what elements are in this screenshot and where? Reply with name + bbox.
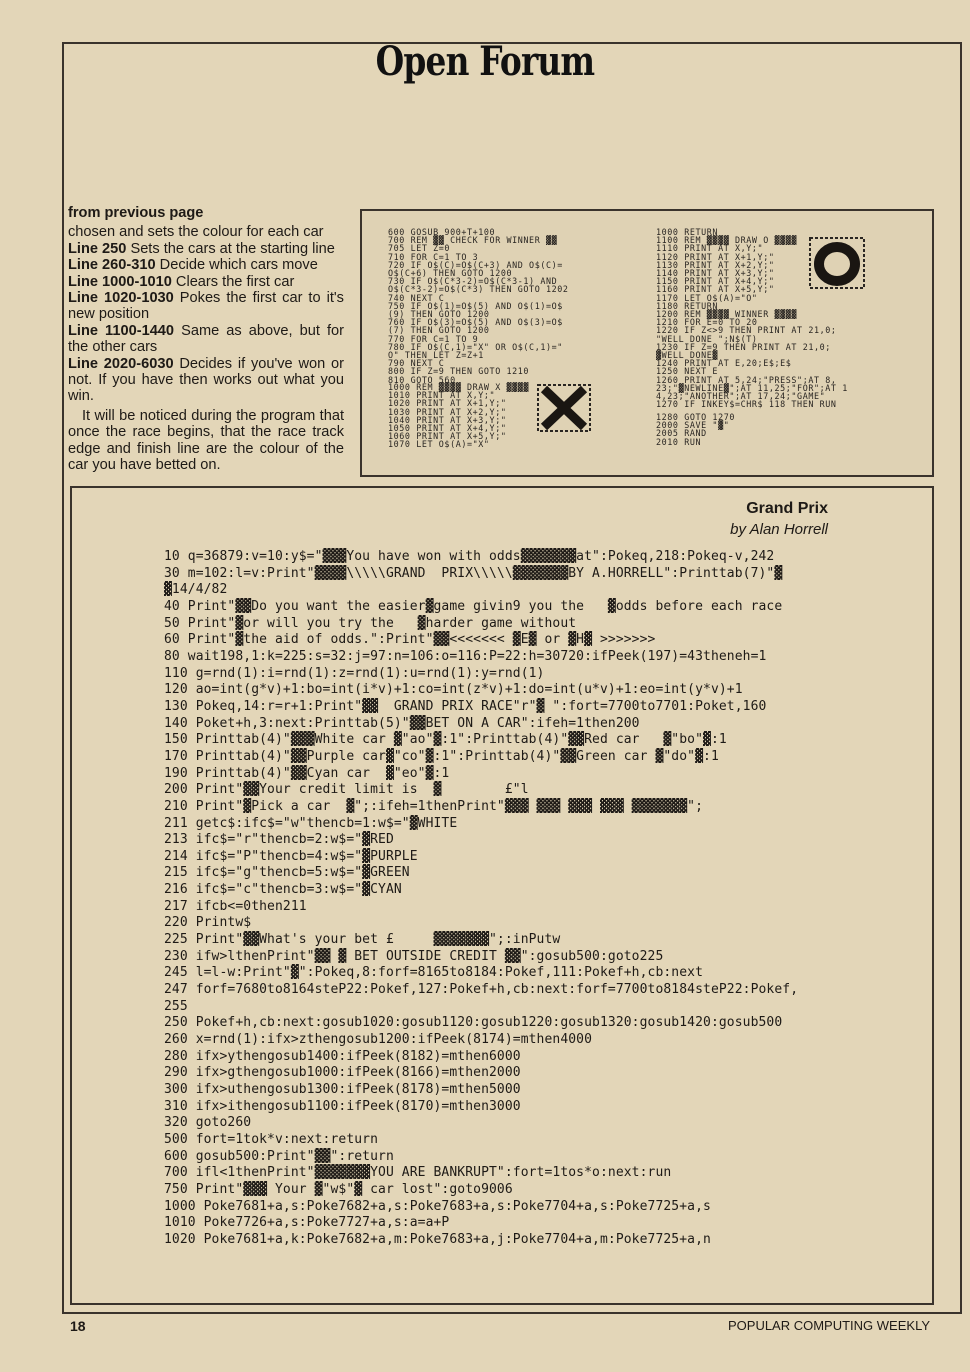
continued-label: from previous page	[68, 205, 204, 221]
listing-col1: 600 GOSUB 900+T+100 700 REM ▓▓ CHECK FOR WINNER ▓▓ 705 LET Z=0 710 FOR C=1 TO 3 720 IF O$(C)=O$(C+3) AND O$(C)= O$(C+6) THEN GOTO 1200 730 IF O$(C*3-2)=O$(C*3-1) AND O$(C*3-2)=O$(C*3) THEN GOTO 1202 740 NEXT C 750 IF O$(1)=O$(5) AND O$(1)=O$ (9) THEN GOTO 1200 760 IF O$(3)=O$(5) AND O$(3)=O$ (7) THEN GOTO 1200 770 FOR C=1 TO 9 780 IF O$(C,1)="X" OR O$(C,1)=" O" THEN LET Z=Z+1 790 NEXT C 800 IF Z=9 THEN GOTO 1210 810 GOTO 560	[388, 227, 569, 385]
line-desc: Sets the cars at the starting line	[126, 240, 335, 257]
program-listing: 10 q=36879:v=10:y$="▓▓▓You have won with odds▓▓▓▓▓▓▓at":Pokeq,218:Pokeq-v,242 30 m=102:l=v:Print"▓▓▓▓\\\\\GRAND PRIX\\\\\▓▓▓▓▓▓▓BY A.HORRELL":Printtab(7)"▓ ▓14/4/82 40 Print"▓▓Do you want the easier▓game givin9 you the ▓odds before each race 50 Print"▓or will you try the ▓harder game without 60 Print"▓the aid of odds.":Print"▓▓<<<<<<< ▓E▓ or ▓H▓ >>>>>>> 80 wait198,1:k=225:s=32:j=97:n=106:o=116:P=22:h=30720:ifPeek(197)=43theneh=1 110 g=rnd(1):i=rnd(1):z=rnd(1):u=rnd(1):y=rnd(1) 120 ao=int(g*v)+1:bo=int(i*v)+1:co=int(z*v)+1:do=int(u*v)+1:eo=int(y*v)+1 130 Pokeq,14:r=r+1:Print"▓▓ GRAND PRIX RACE"r"▓ ":fort=7700to7701:Poket,160 140 Poket+h,3:next:Printtab(5)"▓▓BET ON A CAR":ifeh=1then200 150 Printtab(4)"▓▓▓White car ▓"ao"▓:1":Printtab(4)"▓▓Red car ▓"bo"▓:1 170 Printtab(4)"▓▓Purple car▓"co"▓:1":Printtab(4)"▓▓Green car ▓"do"▓:1 190 Printtab(4)"▓▓Cyan car ▓"eo"▓:1 200 Print"▓▓Your credit limit is ▓ £"l 210 Print"▓Pick a car ▓";:ifeh=1thenPrint"▓▓▓ ▓▓▓ ▓▓▓ ▓▓▓ ▓▓▓▓▓▓▓"; 211 getc$:ifc$="w"thencb=1:w$="▓WHITE 213 ifc$="r"thencb=2:w$="▓RED 214 ifc$="P"thencb=4:w$="▓PURPLE 215 ifc$="g"thencb=5:w$="▓GREEN 216 ifc$="c"thencb=3:w$="▓CYAN 217 ifcb<=0then211 220 Printw$ 225 Print"▓▓What's your bet £ ▓▓▓▓▓▓▓";:inPutw 230 ifw>lthenPrint"▓▓ ▓ BET OUTSIDE CREDIT ▓▓":gosub500:goto225 245 l=l-w:Print"▓":Pokeq,8:forf=8165to8184:Pokef,111:Pokef+h,cb:next 247 forf=7680to8164steP22:Pokef,127:Pokef+h,cb:next:forf=7700to8184steP22:Pokef, 255 250 Pokef+h,cb:next:gosub1020:gosub1120:gosub1220:gosub1320:gosub1420:gosub500 260 x=rnd(1):ifx>zthengosub1200:ifPeek(8174)=mthen4000 280 ifx>ythengosub1400:ifPeek(8182)=mthen6000 290 ifx>gthengosub1000:ifPeek(8166)=mthen2000 300 ifx>uthengosub1300:ifPeek(8178)=mthen5000 310 ifx>ithengosub1100:ifPeek(8170)=mthen3000 320 goto260 500 fort=1tok*v:next:return 600 gosub500:Print"▓▓":return 700 ifl<1thenPrint"▓▓▓▓▓▓▓YOU ARE BANKRUPT":fort=1tos*o:next:run 750 Print"▓▓▓ Your ▓"w$"▓ car lost":goto9006 1000 Poke7681+a,s:Poke7682+a,s:Poke7683+a,s:Poke7704+a,s:Poke7725+a,s 1010 Poke7726+a,s:Poke7727+a,s:a=a+P 1020 Poke7681+a,k:Poke7682+a,m:Poke7683+a,j:Poke7704+a,m:Poke7725+a,n	[164, 549, 799, 1247]
line-desc: Clears the first car	[171, 273, 295, 290]
page-number: 18	[70, 1318, 86, 1334]
line-desc: Pokes the first car to it's new position	[68, 290, 344, 323]
listing-col2: 1000 RETURN 1100 REM ▓▓▓▓ DRAW O ▓▓▓▓ 1110 PRINT AT X,Y;" 1120 PRINT AT X+1,Y;" 1130 PRINT AT X+2,Y;" 1140 PRINT AT X+3,Y;" 1150 PRINT AT X+4,Y;" 1160 PRINT AT X+5,Y;" 1170 LET O$(A)="O" 1180 RETURN 1200 REM ▓▓▓▓ WINNER ▓▓▓▓ 1210 FOR E=0 TO 20 1220 IF Z<>9 THEN PRINT AT 21,0; "WELL DONE ";N$(T) 1230 IF Z=9 THEN PRINT AT 21,0; ▓WELL DONE▓ 1240 PRINT AT E,20;E$;E$ 1250 NEXT E 1260 PRINT AT 5,24;"PRESS";AT 8, 23;"▓NEWLINE▓";AT 11,25;"FOR";AT 1 4,23;"ANOTHER";AT 17,24;"GAME" 1270 IF INKEY$=CHR$ 118 THEN RUN	[656, 227, 848, 410]
program-author: by Alan Horrell	[730, 521, 828, 538]
article-text	[68, 205, 344, 474]
article-p1: chosen and sets the colour for each car	[68, 224, 324, 241]
line-label: Line 2020-6030	[68, 355, 174, 372]
o-glyph-icon	[808, 236, 866, 290]
line-label: Line 1020-1030	[68, 290, 174, 307]
article-p2: It will be noticed during the program that once the race begins, that the race track edge and finish line are the colour of the car you have betted on.	[68, 407, 344, 474]
line-desc: Decides if you've won or not. If you have then works out what you win.	[68, 355, 344, 405]
article-paragraph	[68, 224, 344, 404]
page-title: Open Forum	[375, 38, 595, 85]
line-label: Line 260-310	[68, 257, 156, 274]
magazine-name: POPULAR COMPUTING WEEKLY	[727, 1318, 930, 1333]
line-desc: Decide which cars move	[155, 257, 318, 274]
line-label: Line 1000-1010	[68, 273, 172, 290]
listing-col4: 1280 GOTO 1270 2000 SAVE "▓" 2005 RAND 2010 RUN	[656, 412, 735, 447]
line-label: Line 250	[68, 240, 127, 257]
line-desc: Same as above, but for the other cars	[68, 322, 344, 356]
program-title: Grand Prix	[746, 500, 828, 517]
listing-col3: 1000 REM ▓▓▓▓ DRAW X ▓▓▓▓ 1010 PRINT AT X,Y;" 1020 PRINT AT X+1,Y;" 1030 PRINT AT X+2,Y;" 1040 PRINT AT X+3,Y;" 1050 PRINT AT X+4,Y;" 1060 PRINT AT X+5,Y;" 1070 LET O$(A)="X"	[388, 382, 530, 450]
line-label: Line 1100-1440	[68, 322, 175, 339]
x-glyph-icon	[536, 383, 592, 433]
